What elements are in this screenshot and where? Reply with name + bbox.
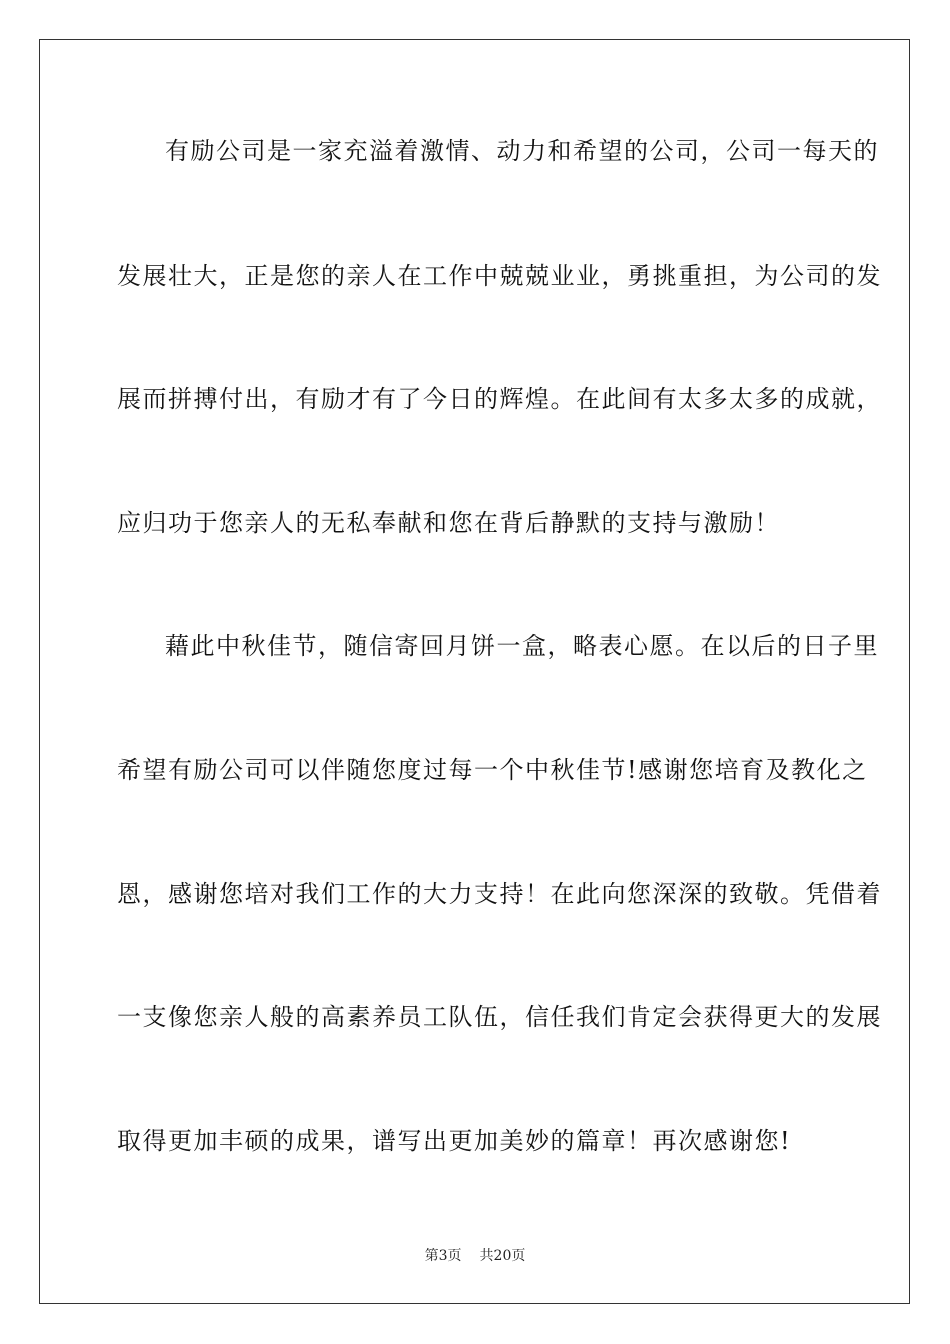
text-line: 恩，感谢您培对我们工作的大力支持！在此向您深深的致敬。凭借着 (117, 880, 882, 908)
page-footer (0, 1247, 950, 1265)
text-line: 应归功于您亲人的无私奉献和您在背后静默的支持与激励！ (117, 509, 780, 537)
text-line: 发展壮大，正是您的亲人在工作中兢兢业业，勇挑重担，为公司的发 (117, 262, 882, 290)
text-line: 展而拼搏付出，有励才有了今日的辉煌。在此间有太多太多的成就， (117, 385, 882, 413)
page-total: 共20页 (479, 1248, 526, 1264)
text-line: 希望有励公司可以伴随您度过每一个中秋佳节!感谢您培育及教化之 (117, 756, 868, 784)
page-border (39, 39, 910, 1304)
text-line: 取得更加丰硕的成果，谱写出更加美妙的篇章！再次感谢您! (117, 1127, 792, 1155)
text-line: 藉此中秋佳节，随信寄回月饼一盒，略表心愿。在以后的日子里 (165, 632, 879, 660)
text-line: 有励公司是一家充溢着激情、动力和希望的公司，公司一每天的 (165, 137, 879, 165)
text-line: 一支像您亲人般的高素养员工队伍，信任我们肯定会获得更大的发展 (117, 1003, 882, 1031)
page-number: 第3页 (424, 1248, 462, 1264)
